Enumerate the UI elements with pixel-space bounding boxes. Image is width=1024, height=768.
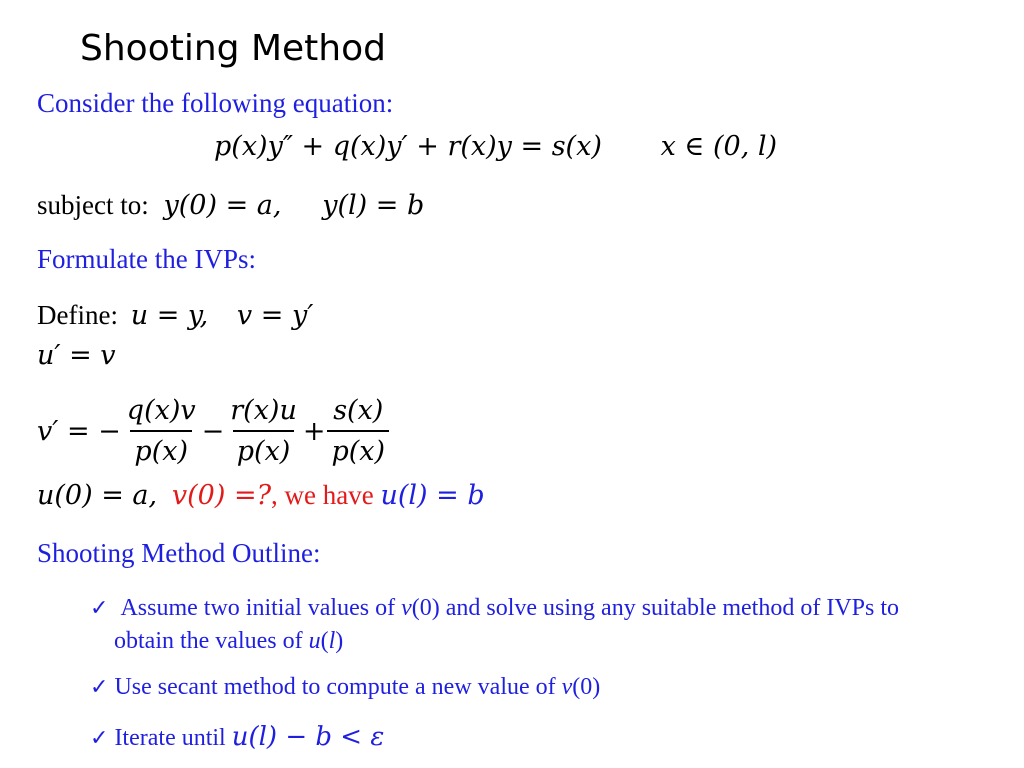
bullet-1: [90, 592, 899, 657]
bullet-2-text-a: Use secant method to compute a new value of: [114, 674, 556, 700]
define-label: Define:: [37, 300, 118, 330]
bc-left: y(0) = a,: [163, 190, 282, 221]
fraction-1-numerator: q(x)v: [126, 395, 196, 426]
main-equation: [214, 131, 777, 162]
ic-target: u(l) = b: [380, 480, 485, 511]
v-prime-lhs: v′ = −: [37, 415, 121, 447]
bullet-1-text-c: obtain the values of: [114, 628, 303, 654]
we-have-text: we have: [284, 480, 374, 510]
bullet-3: [90, 722, 384, 752]
bullet-3-text-a: Iterate until: [114, 725, 226, 751]
subject-to-label: subject to:: [37, 190, 149, 220]
bullet-1-text-b: (0) and solve using any suitable method of IVPs to: [411, 595, 899, 621]
boundary-conditions: [37, 190, 424, 221]
v-prime-equation: [37, 395, 391, 467]
check-icon: ✓: [90, 596, 109, 621]
u-prime-equation: u′ = v: [37, 340, 116, 371]
fraction-3-numerator: s(x): [333, 395, 384, 426]
slide-title: Shooting Method: [80, 28, 386, 69]
bullet-1-paren-open: (: [320, 628, 329, 654]
ic-u: u(0) = a,: [37, 480, 158, 511]
fraction-2-denominator: p(x): [233, 430, 295, 467]
fraction-2-numerator: r(x)u: [230, 395, 297, 426]
bullet-1-var-u: u: [308, 628, 321, 654]
bullet-1-var-v: v: [401, 595, 412, 621]
bullet-3-expression: u(l) − b < ε: [231, 722, 385, 752]
fraction-3: [327, 395, 389, 467]
domain-equation: x ∈ (0, l): [660, 131, 778, 162]
bullet-1-var-l: l: [328, 628, 336, 654]
ic-comma: ,: [271, 480, 278, 510]
check-icon: ✓: [90, 675, 109, 700]
fraction-2: [226, 395, 301, 467]
fraction-1-denominator: p(x): [130, 430, 192, 467]
bc-right: y(l) = b: [322, 190, 425, 221]
bullet-1-text-a: Assume two initial values of: [120, 595, 396, 621]
bullet-2: [90, 674, 600, 701]
consider-heading: Consider the following equation:: [37, 88, 394, 118]
fraction-3-denominator: p(x): [327, 430, 389, 467]
bullet-1-paren-close: ): [335, 628, 344, 654]
define-u: u = y,: [130, 300, 209, 331]
initial-conditions: [37, 480, 485, 511]
define-v: v = y′: [236, 300, 314, 331]
formulate-heading: Formulate the IVPs:: [37, 244, 256, 274]
check-icon: ✓: [90, 726, 109, 751]
bullet-2-var-v: v: [561, 674, 573, 700]
minus-sign: −: [201, 415, 225, 447]
fraction-1: [123, 395, 200, 467]
bullet-2-text-b: (0): [572, 674, 601, 700]
outline-heading: Shooting Method Outline:: [37, 538, 321, 568]
main-equation-text: p(x)y″ + q(x)y′ + r(x)y = s(x): [214, 131, 602, 162]
plus-sign: +: [302, 415, 326, 447]
ic-v-unknown: v(0) =?: [171, 480, 272, 511]
define-line: [37, 300, 313, 331]
